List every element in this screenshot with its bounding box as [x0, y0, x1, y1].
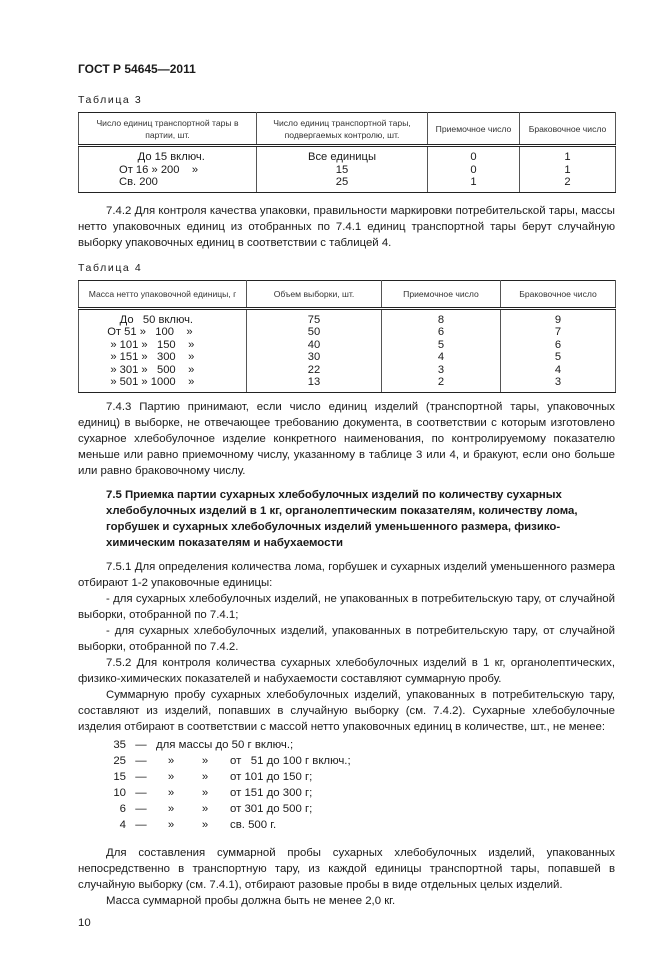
- list-item-n: 6: [119, 802, 126, 815]
- table-cell: 0: [428, 164, 520, 177]
- paragraph-7-4-2: 7.4.2 Для контроля качества упаковки, правильности маркировки потребительской тары, массы нетто упаковочных единиц из отобранных по 7.4.1 единиц транспортной тары берут случайную выборку упаковочных единиц в соответствии с таблицей 4.: [78, 204, 615, 249]
- column-header: Приемочное число: [428, 113, 520, 146]
- table-3: [78, 112, 615, 193]
- table-4: [78, 280, 615, 393]
- list-item-q2: »: [201, 818, 209, 831]
- table-cell: 1: [428, 176, 520, 192]
- table-header-row: [79, 280, 616, 308]
- table-row: [79, 376, 616, 392]
- table-cell: » 151 » 300 »: [79, 351, 247, 364]
- table-row: [79, 351, 616, 364]
- list-item-t: для массы до 50 г включ.;: [156, 738, 294, 751]
- column-header: Масса нетто упаковочной единицы, г: [79, 280, 247, 308]
- list-item-dash: —: [135, 802, 147, 815]
- list-item-n: 10: [113, 786, 126, 799]
- table-cell: 25: [257, 176, 428, 192]
- list-item-q1: »: [167, 802, 175, 815]
- table-cell: 2: [382, 376, 501, 392]
- column-header: Браковочное число: [501, 280, 616, 308]
- table-cell: 75: [247, 308, 382, 326]
- paragraph-7-5-1-item-a: - для сухарных хлебобулочных изделий, не упакованных в потребительскую тару, от случайной выборки, отобранной по 7.4.1;: [78, 592, 615, 621]
- list-item: [106, 737, 615, 753]
- table-cell: 50: [247, 326, 382, 339]
- table-cell: 1: [520, 146, 616, 164]
- table-cell: 15: [257, 164, 428, 177]
- table-cell: » 501 » 1000 »: [79, 376, 247, 392]
- column-header: Число единиц транспортной тары в партии, шт.: [79, 113, 257, 146]
- list-item: [106, 785, 615, 801]
- column-header: Объем выборки, шт.: [247, 280, 382, 308]
- list-item-dash: —: [135, 738, 147, 751]
- list-item-t: от 151 до 300 г;: [230, 786, 313, 799]
- table-cell: » 101 » 150 »: [79, 339, 247, 352]
- table-cell: 30: [247, 351, 382, 364]
- quantity-list: [78, 737, 615, 833]
- list-item-q1: »: [167, 818, 175, 831]
- list-item-q2: »: [201, 770, 209, 783]
- table-4-caption: Таблица 4: [78, 261, 143, 274]
- list-item-n: 25: [113, 754, 126, 767]
- list-item-dash: —: [135, 818, 147, 831]
- page-number: 10: [78, 916, 91, 929]
- table-cell: До 15 включ.: [79, 146, 257, 164]
- table-cell: 8: [382, 308, 501, 326]
- paragraph-sample-composition: Для составления суммарной пробы сухарных хлебобулочных изделий, упакованных непосредственно в транспортную тару, из каждой единицы транспортной тары, попавшей в случайную выборку (см. 7.4.1), отбирают разовые пробы в виде отдельных целых изделий.: [78, 846, 615, 891]
- table-cell: От 51 » 100 »: [79, 326, 247, 339]
- section-heading-7-5: 7.5 Приемка партии сухарных хлебобулочных изделий по количеству сухарных хлебобулочных изделий в 1 кг, органолептическим показателям, количеству лома, горбушек и сухарных хлебобулочных изделий уменьшенного размера, физико-химическим показателям и набухаемости: [106, 488, 578, 549]
- table-3-caption: Таблица 3: [78, 94, 143, 106]
- list-item-n: 4: [119, 818, 126, 831]
- paragraph-7-5-2: 7.5.2 Для контроля количества сухарных хлебобулочных изделий в 1 кг, органолептических, физико-химических показателей и набухаемости составляют суммарную пробу.: [78, 656, 615, 685]
- list-item-q2: »: [201, 754, 209, 767]
- table-row: [79, 364, 616, 377]
- paragraph-7-5-1: 7.5.1 Для определения количества лома, горбушек и сухарных изделий уменьшенного размера отбирают 1-2 упаковочные единицы:: [78, 560, 615, 589]
- list-item-q2: »: [201, 786, 209, 799]
- table-row: [79, 176, 616, 192]
- paragraph-7-5-1-item-b: - для сухарных хлебобулочных изделий, упакованных в потребительскую тару, от случайной выборки, отобранной по 7.4.2.: [78, 624, 615, 653]
- list-item-q1: »: [167, 770, 175, 783]
- table-cell: 7: [501, 326, 616, 339]
- column-header: Браковочное число: [520, 113, 616, 146]
- table-cell: 1: [520, 164, 616, 177]
- list-item-t: от 101 до 150 г;: [230, 770, 313, 783]
- table-cell: Все единицы: [257, 146, 428, 164]
- list-item-q2: »: [201, 802, 209, 815]
- table-cell: 4: [501, 364, 616, 377]
- list-item-q1: »: [167, 754, 175, 767]
- table-cell: 5: [501, 351, 616, 364]
- table-cell: 6: [501, 339, 616, 352]
- table-cell: До 50 включ.: [79, 308, 247, 326]
- table-row: [79, 308, 616, 326]
- table-cell: 6: [382, 326, 501, 339]
- table-cell: 40: [247, 339, 382, 352]
- table-cell: 0: [428, 146, 520, 164]
- table-row: [79, 164, 616, 177]
- table-row: [79, 339, 616, 352]
- list-item: [106, 753, 615, 769]
- list-item-dash: —: [135, 786, 147, 799]
- list-item-dash: —: [135, 754, 147, 767]
- paragraph-7-4-3: 7.4.3 Партию принимают, если число единиц изделий (транспортной тары, упаковочных единиц) в выборке, не отвечающее требованию документа, в соответствии с которым изготовлено сухарное хлебобулочное изделие конкретного наименования, по контролируемому показателю меньше или равно приемочному числу, указанному в таблице 3 или 4, и бракуют, если оно больше или равно браковочному числу.: [78, 400, 615, 477]
- table-cell: 2: [520, 176, 616, 192]
- table-cell: От 16 » 200 »: [79, 164, 257, 177]
- table-cell: 9: [501, 308, 616, 326]
- table-header-row: [79, 113, 616, 146]
- paragraph-7-5-2-sample: Суммарную пробу сухарных хлебобулочных изделий, упакованных в потребительскую тару, составляют из изделий, попавших в случайную выборку (см. 7.4.2). Сухарные хлебобулочные изделия отбирают в соответствии с массой нетто упаковочных единиц в количестве, шт., не менее:: [78, 688, 615, 733]
- list-item-t: от 51 до 100 г включ.;: [230, 754, 351, 767]
- list-item-q1: »: [167, 786, 175, 799]
- table-cell: 3: [501, 376, 616, 392]
- table-row: [79, 326, 616, 339]
- table-cell: 22: [247, 364, 382, 377]
- list-item: [106, 769, 615, 785]
- paragraph-sample-mass: Масса суммарной пробы должна быть не менее 2,0 кг.: [106, 894, 396, 907]
- list-item-dash: —: [135, 770, 147, 783]
- table-cell: » 301 » 500 »: [79, 364, 247, 377]
- table-cell: 13: [247, 376, 382, 392]
- table-cell: 4: [382, 351, 501, 364]
- table-cell: Св. 200: [79, 176, 257, 192]
- list-item: [106, 817, 615, 833]
- column-header: Число единиц транспортной тары, подвергаемых контролю, шт.: [257, 113, 428, 146]
- list-item: [106, 801, 615, 817]
- list-item-t: св. 500 г.: [230, 818, 277, 831]
- column-header: Приемочное число: [382, 280, 501, 308]
- table-cell: 3: [382, 364, 501, 377]
- list-item-t: от 301 до 500 г;: [230, 802, 313, 815]
- table-row: [79, 146, 616, 164]
- document-header: ГОСТ Р 54645—2011: [78, 62, 196, 76]
- list-item-n: 15: [113, 770, 126, 783]
- table-cell: 5: [382, 339, 501, 352]
- list-item-n: 35: [113, 738, 126, 751]
